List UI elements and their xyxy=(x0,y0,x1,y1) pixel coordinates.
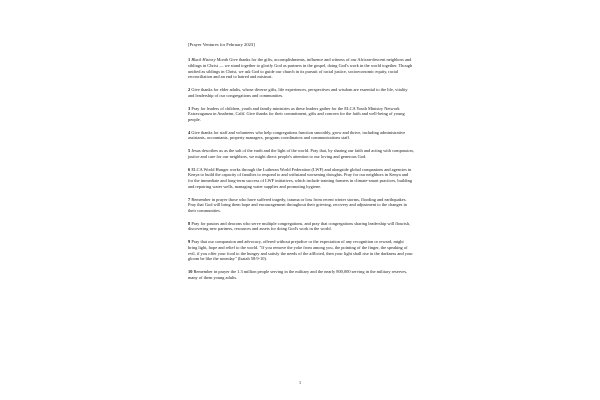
prayer-item xyxy=(188,87,414,98)
prayer-item-number: 6 xyxy=(188,166,191,172)
prayer-list xyxy=(188,57,414,280)
prayer-item xyxy=(188,221,414,232)
prayer-item xyxy=(188,148,414,159)
prayer-item-number: 5 xyxy=(188,148,191,154)
prayer-item xyxy=(188,167,414,190)
prayer-item-text: Pray for pastors and deacons who serve multiple congregations, and pray that congregations sharing leadership will flourish, discovering new partners, resources and assets for doing God's work in the world. xyxy=(188,220,411,232)
prayer-item-number: 4 xyxy=(188,129,191,135)
prayer-item-number: 2 xyxy=(188,87,191,93)
prayer-item xyxy=(188,197,414,214)
prayer-item xyxy=(188,239,414,262)
prayer-item-text: Give thanks for elder adults, whose diverse gifts, life experiences, perspectives and wisdom are essential to the life, vitality and leadership of our congregations and communities. xyxy=(188,87,408,98)
prayer-item-number: 7 xyxy=(188,196,191,202)
document-body xyxy=(188,42,414,288)
prayer-item xyxy=(188,106,414,123)
prayer-item xyxy=(188,269,414,280)
prayer-item-text: Remember in prayer those who have suffered tragedy, trauma or loss from recent winter storms, flooding and earthquakes. Pray that God will bring them hope and encouragement throughout their grieving, recovery and adjustment to the changes in their communities. xyxy=(188,196,407,213)
prayer-item-text: Give thanks for staff and volunteers who help congregations function smoothly, grow and thrive, including administrative assistants, accountants, property managers, program coordinators and communications staff. xyxy=(188,129,406,141)
prayer-item-text: Give thanks for the gifts, accomplishments, influence and witness of our African-descent neighbors and siblings in Christ — we stand together to glorify God as partners in the gospel, doing God's work in the world together. Though unified as siblings in Christ, we ask God to guide our church in its pursuit of racial justice, socioeconomic equity, racial reconciliation and an end to hatred and mistrust. xyxy=(188,57,413,80)
prayer-item-text: Jesus describes us as the salt of the earth and the light of the world. Pray that, by sharing our faith and acting with compassion, justice and care for our neighbors, we might direct people's attention to our loving and generous God. xyxy=(188,148,414,159)
prayer-item-text: Pray for leaders of children, youth and family ministries as these leaders gather for the ELCA Youth Ministry Network Extravaganza in Anaheim, Calif. Give thanks for their commitment, gifts and concern for the faith and well-being of young people. xyxy=(188,105,405,122)
prayer-item-text: Pray that our compassion and advocacy, offered without prejudice or the expectation of any recognition or reward, might bring light, hope and relief to the world. "If you remove the yoke from among you, the pointing of the finger, the speaking of evil, if you offer your food to the hungry and satisfy the needs of the afflicted, then your light shall rise in the darkness and your gloom be like the noonday" (Isaiah 58:9-10). xyxy=(188,239,413,262)
prayer-item-number: 3 xyxy=(188,105,191,111)
prayer-item-number: 10 xyxy=(188,269,193,275)
prayer-item-number: 9 xyxy=(188,239,191,245)
prayer-item-number: 8 xyxy=(188,220,191,226)
prayer-item xyxy=(188,57,414,80)
prayer-item-text: ELCA World Hunger works through the Lutheran World Federation (LWF) and alongside global companions and agencies in Kenya to build the capacity of families to respond to and withstand worsening droughts. Pray for our neighbors in Kenya and for the immediate and long-term success of LWF initiatives, which include training farmers in climate-smart practices, building and repairing water wells, managing water supplies and promoting hygiene. xyxy=(188,166,413,189)
prayer-item-number: 1 xyxy=(188,57,191,63)
prayer-item xyxy=(188,130,414,141)
document-heading: [Prayer Ventures for February 2023] xyxy=(188,42,255,47)
page-number: 1 xyxy=(298,380,302,385)
prayer-item-text: Remember in prayer the 1.3 million people serving in the military and the nearly 800,000 serving in the military reserves, many of them young adults. xyxy=(188,269,408,280)
prayer-item-italic-title: Black History Month xyxy=(191,57,229,63)
